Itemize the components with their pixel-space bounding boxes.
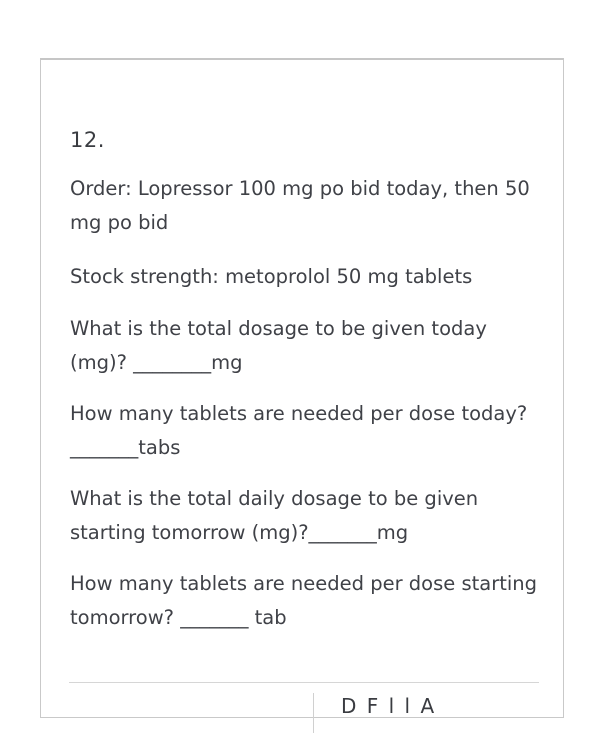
question-total-daily-dosage-tomorrow: What is the total daily dosage to be given starting tomorrow (mg)?_______mg [70, 487, 479, 544]
question-tablets-per-dose-tomorrow: How many tablets are needed per dose starting tomorrow? _______ tab [70, 572, 538, 629]
bottom-divider [69, 682, 539, 683]
question-total-dosage-today: What is the total dosage to be given today (mg)? ________mg [70, 317, 487, 374]
question-number: 12. [70, 128, 105, 152]
footer-partial-text: D F l l A [341, 694, 437, 718]
question-tablets-per-dose-today: How many tablets are needed per dose today? _______tabs [70, 402, 528, 459]
question-card [40, 58, 564, 718]
footer-separator [313, 693, 314, 733]
order-text: Order: Lopressor 100 mg po bid today, then 50 mg po bid [70, 177, 530, 234]
stock-strength-text: Stock strength: metoprolol 50 mg tablets [70, 265, 473, 288]
